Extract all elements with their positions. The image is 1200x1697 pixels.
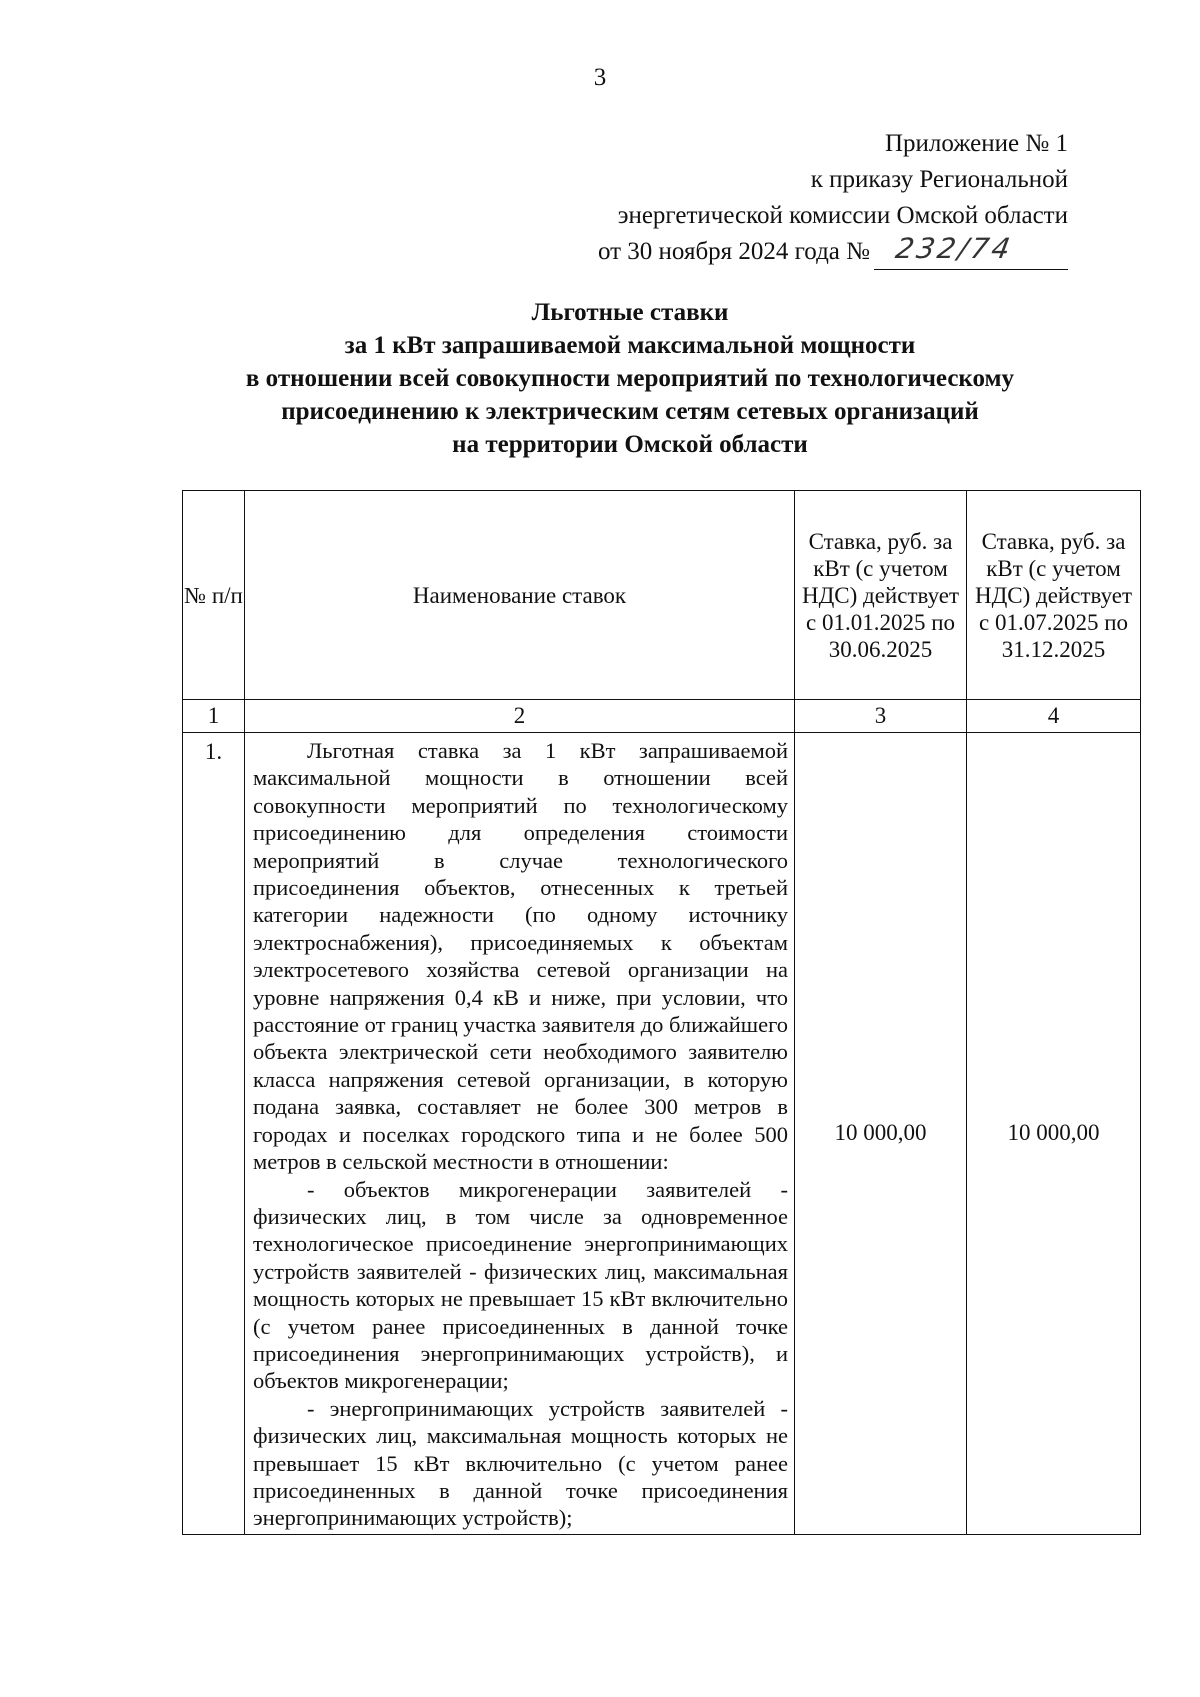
description-paragraph-3: - энергопринимающих устройств заявителей - физических лиц, максимальная мощность которых не превышает 15 кВт включительно (с учетом ранее присоединенных в данной точке присоединения энергопринимающих устройств); xyxy=(253,1395,788,1531)
index-cell-1: 1 xyxy=(183,700,245,733)
rates-table xyxy=(182,490,1141,1535)
handwritten-order-number xyxy=(874,232,1068,270)
index-cell-4: 4 xyxy=(967,700,1141,733)
index-cell-2: 2 xyxy=(245,700,795,733)
row-rate-2: 10 000,00 xyxy=(967,733,1141,1535)
description-paragraph-1: Льготная ставка за 1 кВт запрашиваемой максимальной мощности в отношении всей совокупности мероприятий по технологическому присоединению для определения стоимости мероприятий в случае технологического присоединения объектов, отнесенных к третьей категории надежности (по одному источнику электроснабжения), присоединяемых к объектам электросетевого хозяйства сетевой организации на уровне напряжения 0,4 кВ и ниже, при условии, что расстояние от границ участка заявителя до ближайшего объекта электрической сети необходимого заявителю класса напряжения сетевой организации, в которую подана заявка, составляет не более 300 метров в городах и поселках городского типа и не более 500 метров в сельской местности в отношении: xyxy=(253,738,789,1175)
document-title xyxy=(150,296,1110,461)
table-header-row xyxy=(183,491,1141,700)
header-name: Наименование ставок xyxy=(245,491,795,700)
description-paragraph-2: - объектов микрогенерации заявителей - физических лиц, в том числе за одновременное технологическое присоединение энергопринимающих устройств заявителей - физических лиц, максимальная мощность которых не превышает 15 кВт включительно (с учетом ранее присоединенных в данной точке присоединения энергопринимающих устройств), и объектов микрогенерации; xyxy=(253,1176,788,1394)
title-line-3: в отношении всей совокупности мероприятий по технологическому xyxy=(245,365,1015,392)
appendix-block xyxy=(598,126,1068,270)
title-line-2: за 1 кВт запрашиваемой максимальной мощности xyxy=(344,332,916,359)
page-number: 3 xyxy=(593,64,607,91)
title-line-4: присоединению к электрическим сетям сетевых организаций xyxy=(281,398,979,425)
appendix-line-1: Приложение № 1 xyxy=(884,130,1068,157)
header-num: № п/п xyxy=(183,491,245,700)
appendix-line-2: к приказу Региональной xyxy=(810,166,1068,193)
appendix-line-3: энергетической комиссии Омской области xyxy=(617,202,1068,229)
header-rate-2: Ставка, руб. за кВт (с учетом НДС) действует с 01.07.2025 по 31.12.2025 xyxy=(967,491,1141,700)
title-line-5: на территории Омской области xyxy=(452,431,808,458)
header-rate-1: Ставка, руб. за кВт (с учетом НДС) действует с 01.01.2025 по 30.06.2025 xyxy=(795,491,967,700)
index-cell-3: 3 xyxy=(795,700,967,733)
row-description xyxy=(245,733,795,1535)
row-rate-1: 10 000,00 xyxy=(795,733,967,1535)
title-line-1: Льготные ставки xyxy=(531,299,729,326)
appendix-order-line xyxy=(598,234,1068,270)
appendix-order-date: от 30 ноября 2024 года № xyxy=(597,238,870,265)
table-index-row xyxy=(183,700,1141,733)
order-number-text: 232/74 xyxy=(893,232,1016,265)
row-number: 1. xyxy=(183,733,245,1535)
table-row xyxy=(183,733,1141,1535)
